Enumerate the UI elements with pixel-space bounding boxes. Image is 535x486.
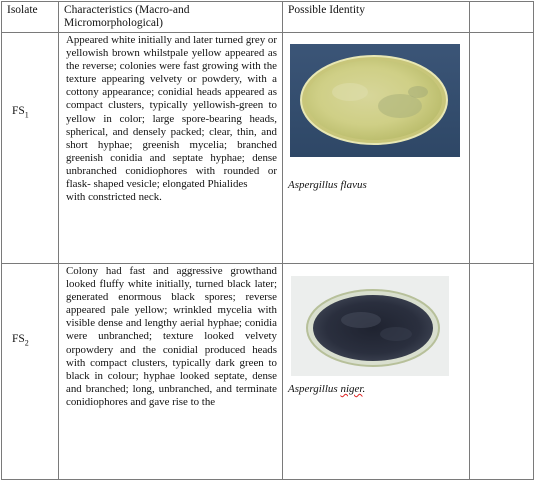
header-extra xyxy=(470,2,533,4)
identity-genus: Aspergillus xyxy=(288,383,338,395)
header-possible-identity: Possible Identity xyxy=(288,4,365,16)
header-characteristics-cell xyxy=(59,2,283,33)
isolate-id xyxy=(12,333,29,347)
header-extra-cell xyxy=(470,2,534,33)
isolate-id xyxy=(12,105,29,119)
identity-label xyxy=(288,179,367,191)
isolate-code: FS xyxy=(12,105,25,117)
header-isolate-cell xyxy=(2,2,59,33)
characteristics-text-tail: with constricted neck. xyxy=(66,191,162,204)
identity-cell xyxy=(283,33,470,264)
header-isolate: Isolate xyxy=(7,4,38,16)
header-characteristics: Characteristics (Macro-and Micromorphological) xyxy=(64,4,190,29)
petri-dish-yellow-photo xyxy=(290,44,460,157)
petri-dish-black-photo xyxy=(291,276,449,376)
identity-suffix: . xyxy=(362,383,366,395)
characteristics-cell xyxy=(59,33,283,264)
extra-cell xyxy=(470,33,534,264)
extra-cell xyxy=(470,264,534,480)
isolate-subscript: 1 xyxy=(24,110,29,120)
identity-species: flavus xyxy=(340,179,367,191)
table-row xyxy=(2,264,534,480)
isolate-cell xyxy=(2,264,59,480)
identity-genus: Aspergillus xyxy=(288,179,338,191)
isolate-code: FS xyxy=(12,333,25,345)
characteristics-cell xyxy=(59,264,283,480)
identity-cell xyxy=(283,264,470,480)
isolate-cell xyxy=(2,33,59,264)
identity-label xyxy=(288,383,365,395)
table-header-row xyxy=(2,2,534,33)
fungal-isolates-table xyxy=(1,1,534,480)
characteristics-text: Colony had fast and aggressive growthand looked fluffy white initially, turned black later; generated enormous black spores; reverse appeared pale yellow; wrinkled mycelia with visible dense and lengthy aerial hyphae; conidia were unbranched; texture looked velvety orpowdery and the conidial produced heads with compact clusters, typically dark green to black in colour; hyphae looked septate, dense and branched; long, unbranched, and terminate conidiophores and gave rise to the xyxy=(66,265,277,408)
table-row xyxy=(2,33,534,264)
identity-species: niger xyxy=(340,383,363,395)
characteristics-text: Appeared white initially and later turned grey or yellowish brown whilstpale yellow appeared as the reverse; colonies were fast growing with the texture appearing velvety or powdery, with a cottony appearance; conidial heads appeared as compact clusters, typically yellowish-green to yellow in color; large spore-bearing heads, spherical, and densely packed; clear, thin, and short hyphae; greenish mycelia; branched greenish conidia and septate hyphae; dense unbranched conidiophores with rounded or flask- shaped vesicle; elongated Phialides xyxy=(66,34,277,191)
isolate-subscript: 2 xyxy=(24,338,29,348)
header-identity-cell xyxy=(283,2,470,33)
